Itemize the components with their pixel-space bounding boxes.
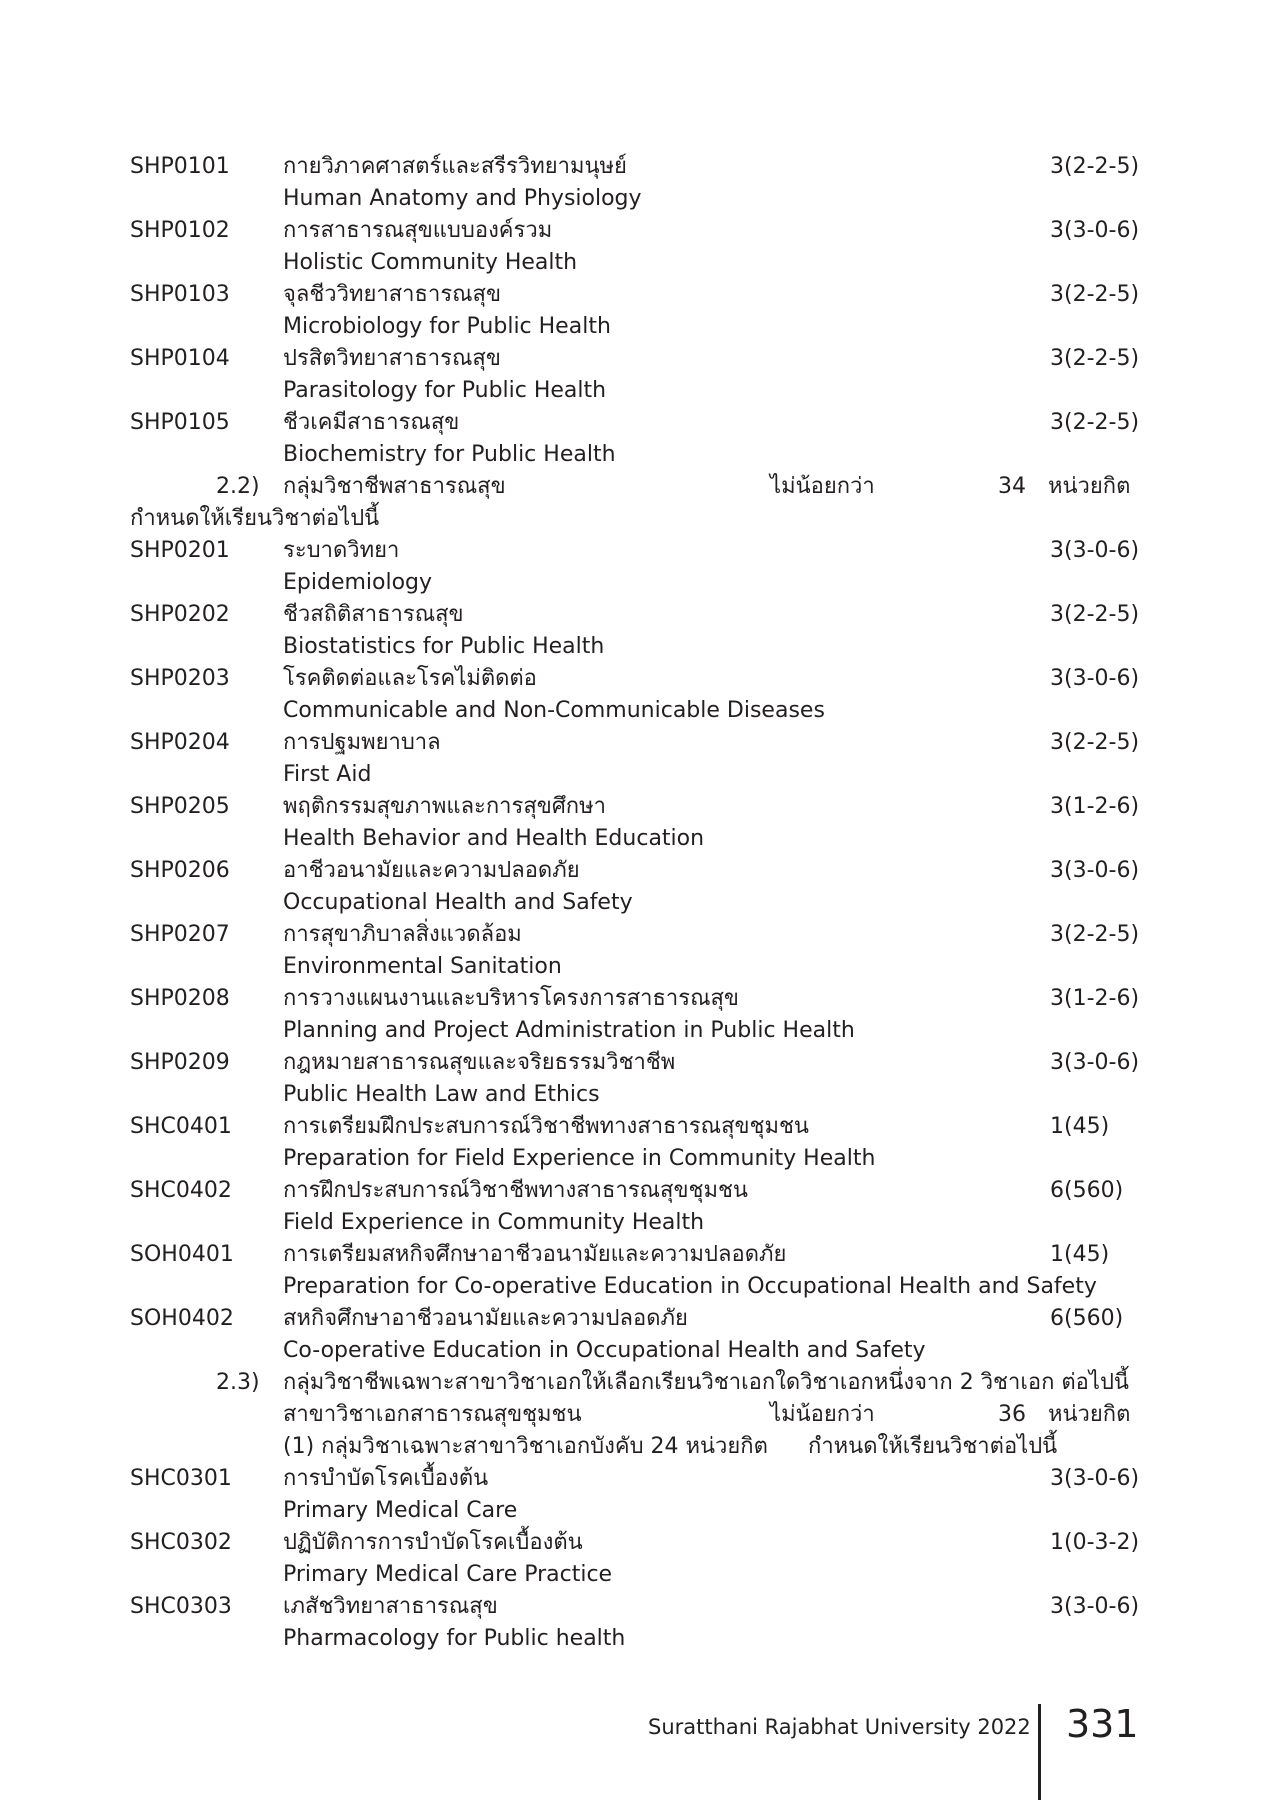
course-title-english-row <box>0 824 1267 854</box>
course-title-thai: จุลชีววิทยาสาธารณสุข <box>283 282 502 307</box>
course-row <box>0 792 1267 822</box>
course-credits: 3(3-0-6) <box>1050 1594 1140 1619</box>
course-title-thai: อาชีวอนามัยและความปลอดภัย <box>283 858 580 883</box>
course-title-english-row <box>0 632 1267 662</box>
course-code: SHC0401 <box>130 1114 232 1139</box>
sub-instruction: กำหนดให้เรียนวิชาต่อไปนี้ <box>808 1434 1058 1459</box>
course-title-english-row <box>0 1496 1267 1526</box>
course-title-english-row <box>0 1144 1267 1174</box>
course-row <box>0 728 1267 758</box>
course-credits: 3(1-2-6) <box>1050 794 1140 819</box>
course-title-english-row <box>0 312 1267 342</box>
section-instruction: กำหนดให้เรียนวิชาต่อไปนี้ <box>130 506 380 531</box>
course-title-english: Holistic Community Health <box>283 250 578 275</box>
course-title-english: Health Behavior and Health Education <box>283 826 705 851</box>
course-row <box>0 600 1267 630</box>
course-title-english-row <box>0 696 1267 726</box>
minimum-credits: 36 <box>998 1402 1026 1427</box>
course-title-english-row <box>0 1016 1267 1046</box>
course-title-english-row <box>0 760 1267 790</box>
course-code: SHC0402 <box>130 1178 232 1203</box>
course-credits: 6(560) <box>1050 1306 1124 1331</box>
course-title-english: Biostatistics for Public Health <box>283 634 605 659</box>
course-row <box>0 920 1267 950</box>
course-title-thai: ชีวสถิติสาธารณสุข <box>283 602 464 627</box>
course-row <box>0 216 1267 246</box>
course-code: SHP0202 <box>130 602 230 627</box>
course-row <box>0 1112 1267 1142</box>
course-title-english-row <box>0 1624 1267 1654</box>
course-title-english: Primary Medical Care <box>283 1498 518 1523</box>
course-title-english: Public Health Law and Ethics <box>283 1082 600 1107</box>
credit-unit: หน่วยกิต <box>1048 1402 1131 1427</box>
course-title-english: Co-operative Education in Occupational Health and Safety <box>283 1338 926 1363</box>
section-heading <box>0 1368 1267 1398</box>
course-row <box>0 152 1267 182</box>
course-title-english-row <box>0 376 1267 406</box>
course-title-thai: โรคติดต่อและโรคไม่ติดต่อ <box>283 666 537 691</box>
course-row <box>0 1240 1267 1270</box>
course-title-english: Parasitology for Public Health <box>283 378 607 403</box>
section-number: 2.2) <box>216 474 260 499</box>
course-row <box>0 1464 1267 1494</box>
course-code: SHP0208 <box>130 986 230 1011</box>
course-row <box>0 536 1267 566</box>
course-credits: 3(3-0-6) <box>1050 666 1140 691</box>
credit-unit: หน่วยกิต <box>1048 474 1131 499</box>
course-title-thai: กฎหมายสาธารณสุขและจริยธรรมวิชาชีพ <box>283 1050 676 1075</box>
course-credits: 3(3-0-6) <box>1050 1050 1140 1075</box>
course-title-english: Human Anatomy and Physiology <box>283 186 642 211</box>
course-title-thai: การเตรียมฝึกประสบการณ์วิชาชีพทางสาธารณสุขชุมชน <box>283 1114 809 1139</box>
course-code: SHP0102 <box>130 218 230 243</box>
course-credits: 1(45) <box>1050 1242 1110 1267</box>
course-title-english-row <box>0 952 1267 982</box>
course-credits: 3(2-2-5) <box>1050 602 1140 627</box>
course-title-english-row <box>0 1272 1267 1302</box>
course-credits: 3(3-0-6) <box>1050 538 1140 563</box>
course-row <box>0 856 1267 886</box>
minimum-label: ไม่น้อยกว่า <box>770 474 875 499</box>
course-title-english: Primary Medical Care Practice <box>283 1562 613 1587</box>
footer-university: Suratthani Rajabhat University 2022 <box>648 1715 1031 1739</box>
course-row <box>0 344 1267 374</box>
course-title-thai: ระบาดวิทยา <box>283 538 400 563</box>
major-row <box>0 1400 1267 1430</box>
course-code: SOH0401 <box>130 1242 234 1267</box>
course-credits: 6(560) <box>1050 1178 1124 1203</box>
course-code: SHP0204 <box>130 730 230 755</box>
section-number: 2.3) <box>216 1370 260 1395</box>
course-title-english: Preparation for Field Experience in Community Health <box>283 1146 876 1171</box>
course-title-thai: สหกิจศึกษาอาชีวอนามัยและความปลอดภัย <box>283 1306 688 1331</box>
sub-heading-row <box>0 1432 1267 1462</box>
page-number: 331 <box>1066 1702 1139 1746</box>
course-title-thai: ปฏิบัติการการบำบัดโรคเบื้องต้น <box>283 1530 583 1555</box>
course-title-thai: เภสัชวิทยาสาธารณสุข <box>283 1594 498 1619</box>
course-credits: 3(2-2-5) <box>1050 282 1140 307</box>
major-name: สาขาวิชาเอกสาธารณสุขชุมชน <box>283 1402 582 1427</box>
course-title-thai: พฤติกรรมสุขภาพและการสุขศึกษา <box>283 794 606 819</box>
course-title-english: Microbiology for Public Health <box>283 314 611 339</box>
course-title-thai: การสาธารณสุขแบบองค์รวม <box>283 218 553 243</box>
course-title-english: Field Experience in Community Health <box>283 1210 705 1235</box>
course-title-english: Communicable and Non-Communicable Diseases <box>283 698 825 723</box>
course-title-english: Epidemiology <box>283 570 433 595</box>
course-credits: 1(45) <box>1050 1114 1110 1139</box>
course-code: SHP0203 <box>130 666 230 691</box>
course-code: SHP0206 <box>130 858 230 883</box>
course-code: SHC0302 <box>130 1530 232 1555</box>
minimum-credits: 34 <box>998 474 1026 499</box>
course-title-english-row <box>0 1336 1267 1366</box>
course-title-english-row <box>0 184 1267 214</box>
course-code: SHP0207 <box>130 922 230 947</box>
course-title-english: Planning and Project Administration in Public Health <box>283 1018 855 1043</box>
course-code: SHP0104 <box>130 346 230 371</box>
course-title-english: Pharmacology for Public health <box>283 1626 626 1651</box>
course-credits: 1(0-3-2) <box>1050 1530 1140 1555</box>
course-row <box>0 280 1267 310</box>
course-title-english-row <box>0 1080 1267 1110</box>
course-title-thai: ชีวเคมีสาธารณสุข <box>283 410 460 435</box>
section-title: กลุ่มวิชาชีพเฉพาะสาขาวิชาเอกให้เลือกเรียนวิชาเอกใดวิชาเอกหนึ่งจาก 2 วิชาเอก ต่อไปนี้ <box>283 1370 1129 1395</box>
course-title-english: Environmental Sanitation <box>283 954 562 979</box>
course-credits: 3(3-0-6) <box>1050 858 1140 883</box>
course-title-english: First Aid <box>283 762 372 787</box>
course-title-thai: ปรสิตวิทยาสาธารณสุข <box>283 346 501 371</box>
course-title-english: Biochemistry for Public Health <box>283 442 616 467</box>
course-title-thai: การวางแผนงานและบริหารโครงการสาธารณสุข <box>283 986 739 1011</box>
course-title-english-row <box>0 568 1267 598</box>
course-code: SHP0105 <box>130 410 230 435</box>
course-code: SHP0205 <box>130 794 230 819</box>
sub-heading: (1) กลุ่มวิชาเฉพาะสาขาวิชาเอกบังคับ 24 หน่วยกิต <box>283 1434 768 1459</box>
course-code: SHC0303 <box>130 1594 232 1619</box>
course-row <box>0 1304 1267 1334</box>
course-code: SHP0103 <box>130 282 230 307</box>
course-credits: 3(1-2-6) <box>1050 986 1140 1011</box>
course-credits: 3(2-2-5) <box>1050 410 1140 435</box>
section-instruction-row <box>0 504 1267 534</box>
course-row <box>0 1048 1267 1078</box>
section-title: กลุ่มวิชาชีพสาธารณสุข <box>283 474 506 499</box>
course-code: SHP0209 <box>130 1050 230 1075</box>
course-row <box>0 1592 1267 1622</box>
course-title-english: Occupational Health and Safety <box>283 890 633 915</box>
course-code: SOH0402 <box>130 1306 234 1331</box>
course-credits: 3(2-2-5) <box>1050 154 1140 179</box>
course-credits: 3(2-2-5) <box>1050 922 1140 947</box>
section-heading <box>0 472 1267 502</box>
course-title-thai: การฝึกประสบการณ์วิชาชีพทางสาธารณสุขชุมชน <box>283 1178 748 1203</box>
course-title-thai: กายวิภาคศาสตร์และสรีรวิทยามนุษย์ <box>283 154 627 179</box>
course-title-english-row <box>0 888 1267 918</box>
course-row <box>0 664 1267 694</box>
course-credits: 3(2-2-5) <box>1050 346 1140 371</box>
course-title-english-row <box>0 1560 1267 1590</box>
course-title-english-row <box>0 248 1267 278</box>
course-code: SHP0201 <box>130 538 230 563</box>
course-title-thai: การเตรียมสหกิจศึกษาอาชีวอนามัยและความปลอดภัย <box>283 1242 787 1267</box>
course-title-english: Preparation for Co-operative Education in Occupational Health and Safety <box>283 1274 1097 1299</box>
minimum-label: ไม่น้อยกว่า <box>770 1402 875 1427</box>
course-code: SHC0301 <box>130 1466 232 1491</box>
course-row <box>0 1176 1267 1206</box>
course-row <box>0 1528 1267 1558</box>
course-title-english-row <box>0 440 1267 470</box>
footer-divider <box>1038 1704 1041 1800</box>
course-credits: 3(2-2-5) <box>1050 730 1140 755</box>
course-title-thai: การปฐมพยาบาล <box>283 730 441 755</box>
course-code: SHP0101 <box>130 154 230 179</box>
course-title-english-row <box>0 1208 1267 1238</box>
course-title-thai: การสุขาภิบาลสิ่งแวดล้อม <box>283 922 522 947</box>
course-row <box>0 408 1267 438</box>
course-credits: 3(3-0-6) <box>1050 1466 1140 1491</box>
course-row <box>0 984 1267 1014</box>
course-credits: 3(3-0-6) <box>1050 218 1140 243</box>
course-title-thai: การบำบัดโรคเบื้องต้น <box>283 1466 489 1491</box>
